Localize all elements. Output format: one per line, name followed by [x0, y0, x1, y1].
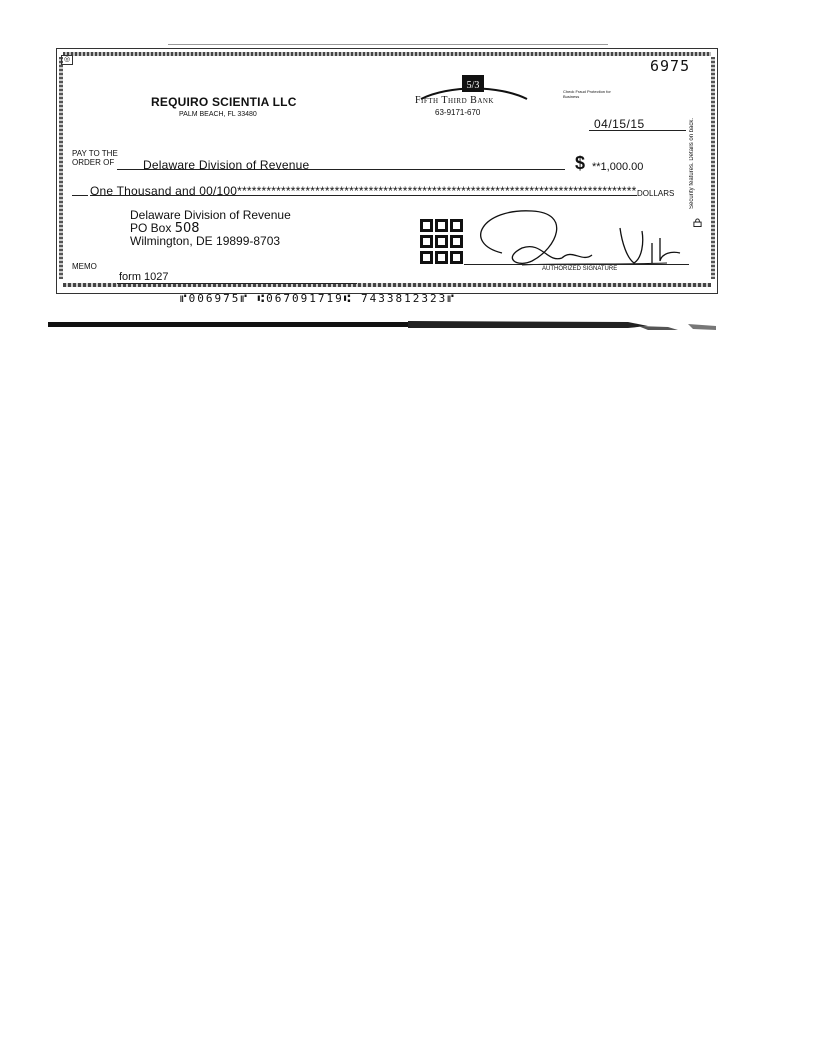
payee-name: Delaware Division of Revenue: [143, 158, 310, 172]
scan-shadow-edge: [48, 318, 718, 332]
address-line-2: PO Box 508: [130, 221, 200, 236]
company-name: REQUIRO SCIENTIA LLC: [151, 95, 297, 109]
pay-to-label: [72, 149, 118, 167]
address-line-3: Wilmington, DE 19899-8703: [130, 234, 281, 248]
security-side-text: Security features. Details on back.: [689, 117, 695, 209]
amount-numeric: **1,000.00: [592, 161, 644, 173]
authorized-signature-label: AUTHORIZED SIGNATURE: [542, 266, 618, 272]
memo-value: form 1027: [119, 271, 169, 283]
amount-in-words: One Thousand and 00/100**********************************************************************************: [90, 184, 637, 198]
pay-to-label-line2: ORDER OF: [72, 158, 115, 167]
bank-name: Fifth Third Bank: [415, 95, 494, 106]
border-right: [711, 57, 715, 279]
mailing-address: [130, 209, 291, 248]
svg-text:5/3: 5/3: [466, 80, 480, 91]
company-address: PALM BEACH, FL 33480: [179, 111, 257, 118]
payee-line: [117, 169, 565, 170]
micr-line: ⑈006975⑈ ⑆067091719⑆ 7433812323⑈: [180, 292, 456, 305]
lock-icon: [693, 218, 702, 227]
po-box-number: 508: [174, 221, 200, 236]
border-left: [59, 57, 63, 279]
amount-line: [90, 195, 637, 196]
check-document: [56, 48, 718, 294]
memo-line: [117, 283, 357, 284]
routing-fraction: 63-9171-670: [435, 108, 481, 117]
date-line: [589, 130, 686, 131]
signature-icon: [462, 203, 682, 273]
check-date: 04/15/15: [594, 117, 645, 131]
dollars-label: DOLLARS: [637, 189, 675, 198]
security-band-top: [63, 52, 711, 56]
check-number: 6975: [650, 57, 691, 75]
corner-logo-icon: ◎: [61, 55, 73, 65]
signature-line: [464, 264, 689, 265]
scan-top-rule: [168, 44, 608, 45]
memo-label: MEMO: [72, 262, 97, 271]
amount-line-lead: [72, 195, 88, 196]
security-feature-note: Check Fraud Protection for Business: [563, 89, 611, 99]
pay-to-label-line1: PAY TO THE: [72, 149, 118, 158]
address-line-1: Delaware Division of Revenue: [130, 208, 291, 222]
security-qr-icon: [419, 218, 464, 265]
dollar-sign-icon: $: [575, 153, 586, 173]
